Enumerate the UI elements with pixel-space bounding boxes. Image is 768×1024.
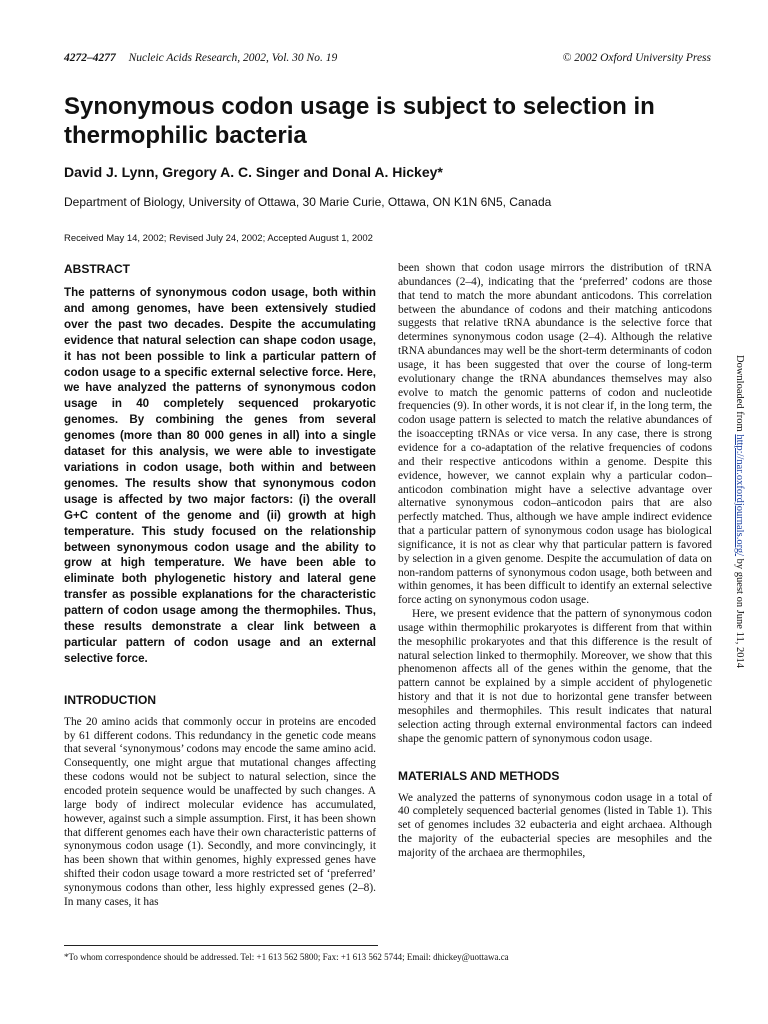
copyright-notice: © 2002 Oxford University Press <box>562 52 711 64</box>
introduction-heading: INTRODUCTION <box>64 692 156 707</box>
introduction-body: The 20 amino acids that commonly occur in proteins are encoded by 61 different codons. This redundancy in the genetic code means that several ‘synonymous’ codons may encode the same amino acid. Consequently, one might argue that mutational changes affecting these codons would not be subject to natural selection, since the encoded protein sequence would be unaffected by such changes. A large body of indirect molecular evidence has accumulated, however, against such a simple assumption. First, it has been shown that different genomes each have their own characteristic patterns of synonymous codon usage (1). Secondly, and more convincingly, it has been shown that within genomes, highly expressed genes have shifted their codon usage toward a more restricted set of ‘preferred’ synonymous codons than other, less highly expressed genes (2–8). In many cases, it has <box>64 715 376 908</box>
running-header <box>64 52 337 64</box>
download-suffix: by guest on June 11, 2014 <box>734 556 745 668</box>
page-range: 4272–4277 <box>64 52 116 64</box>
received-dates: Received May 14, 2002; Revised July 24, 2002; Accepted August 1, 2002 <box>64 233 373 244</box>
download-prefix: Downloaded from <box>734 355 745 435</box>
methods-heading: MATERIALS AND METHODS <box>398 768 560 783</box>
author-list: David J. Lynn, Gregory A. C. Singer and Donal A. Hickey* <box>64 164 443 180</box>
paper-title: Synonymous codon usage is subject to selection in thermophilic bacteria <box>64 93 655 149</box>
abstract-heading: ABSTRACT <box>64 262 130 276</box>
footnote-divider <box>64 945 378 946</box>
journal-link[interactable]: http://nar.oxfordjournals.org/ <box>734 434 745 557</box>
affiliation: Department of Biology, University of Ottawa, 30 Marie Curie, Ottawa, ON K1N 6N5, Canada <box>64 195 552 209</box>
introduction-paragraph-2: Here, we present evidence that the pattern of synonymous codon usage within thermophilic prokaryotes is different from that within the mesophilic prokaryotes and that this difference is the result of natural selection linked to thermophily. Moreover, we show that this phenomenon affects all of the genes within the genome, that the pattern cannot be explained by a simple accident of phylogenetic history and that it is not due to horizontal gene transfer between mesophiles and thermophiles. This result indicates that natural selection acting through external environmental factors can indeed shape the genomic pattern of synonymous codon usage. <box>398 608 712 745</box>
abstract-body: The patterns of synonymous codon usage, both within and among genomes, have been extensively studied over the past two decades. Despite the accumulating evidence that natural selection can shape codon usage, it has not been possible to link a particular pattern of codon usage to a specific external selective force. Here, we have analyzed the patterns of synonymous codon usage in 40 completely sequenced prokaryotic genomes. By combining the genes from several genomes (more than 80 000 genes in all) into a single dataset for this analysis, we were able to investigate variations in codon usage, both within and between genomes. The results show that synonymous codon usage is affected by two major factors: (i) the overall G+C content of the genome and (ii) growth at high temperature. This study focused on the relationship between synonymous codon usage and the ability to grow at high temperature. We have been able to eliminate both phylogenetic history and lateral gene transfer as possible explanations for the characteristic pattern of codon usage among the thermophiles. Thus, these results demonstrate a clear link between a particular pattern of codon usage and an external selective force. <box>64 286 376 665</box>
right-column <box>398 262 712 861</box>
introduction-body-continued: been shown that codon usage mirrors the distribution of tRNA abundances (2–4), indicating that the ‘preferred’ codons are those that tend to match the more abundant anticodons. This correlation between the abundance of codons and their matching anticodons suggests that relative tRNA abundance is the selective force that determines synonymous codon usage (2–4). Although the relative tRNA abundances may well be the short-term determinants of codon usage, it has been suggested that over the course of long-term evolutionary change the tRNA abundances themselves may also evolve to match the genomic patterns of codon and nucleotide frequencies (9). In other words, it is not clear if, in the long term, the codon usage pattern is selected to match the relative abundances of the isoaccepting tRNAs or vice versa. In any case, there is strong evidence for a co-adaptation of the relative frequencies of codons and their respective anticodons within a genome. Despite this evidence, however, we cannot explain why a particular codon–anticodon combination might have a selective advantage over alternative synonymous codon–anticodon pairs that are also perfectly matched. Thus, although we have ample indirect evidence that a particular pattern of synonymous codon usage has biological significance, it is not as clear why that particular pattern is favored by selection in a given genome. Despite the accumulation of data on non-random patterns of synonymous codon usage, both between and within genomes, it has been difficult to identify an external selective force acting on synonymous codon usage. <box>398 262 712 607</box>
correspondence-footnote: *To whom correspondence should be addressed. Tel: +1 613 562 5800; Fax: +1 613 562 5744; Email: dhickey@uottawa.ca <box>64 952 509 962</box>
journal-citation: Nucleic Acids Research, 2002, Vol. 30 No. 19 <box>128 52 338 64</box>
left-column <box>64 262 376 910</box>
download-watermark <box>734 355 745 668</box>
methods-body: We analyzed the patterns of synonymous codon usage in a total of 40 completely sequenced bacterial genomes (listed in Table 1). This set of genomes includes 32 eubacteria and eight archaea. Although the majority of the eubacterial species are mesophiles and the majority of the archaea are thermophiles, <box>398 791 712 859</box>
